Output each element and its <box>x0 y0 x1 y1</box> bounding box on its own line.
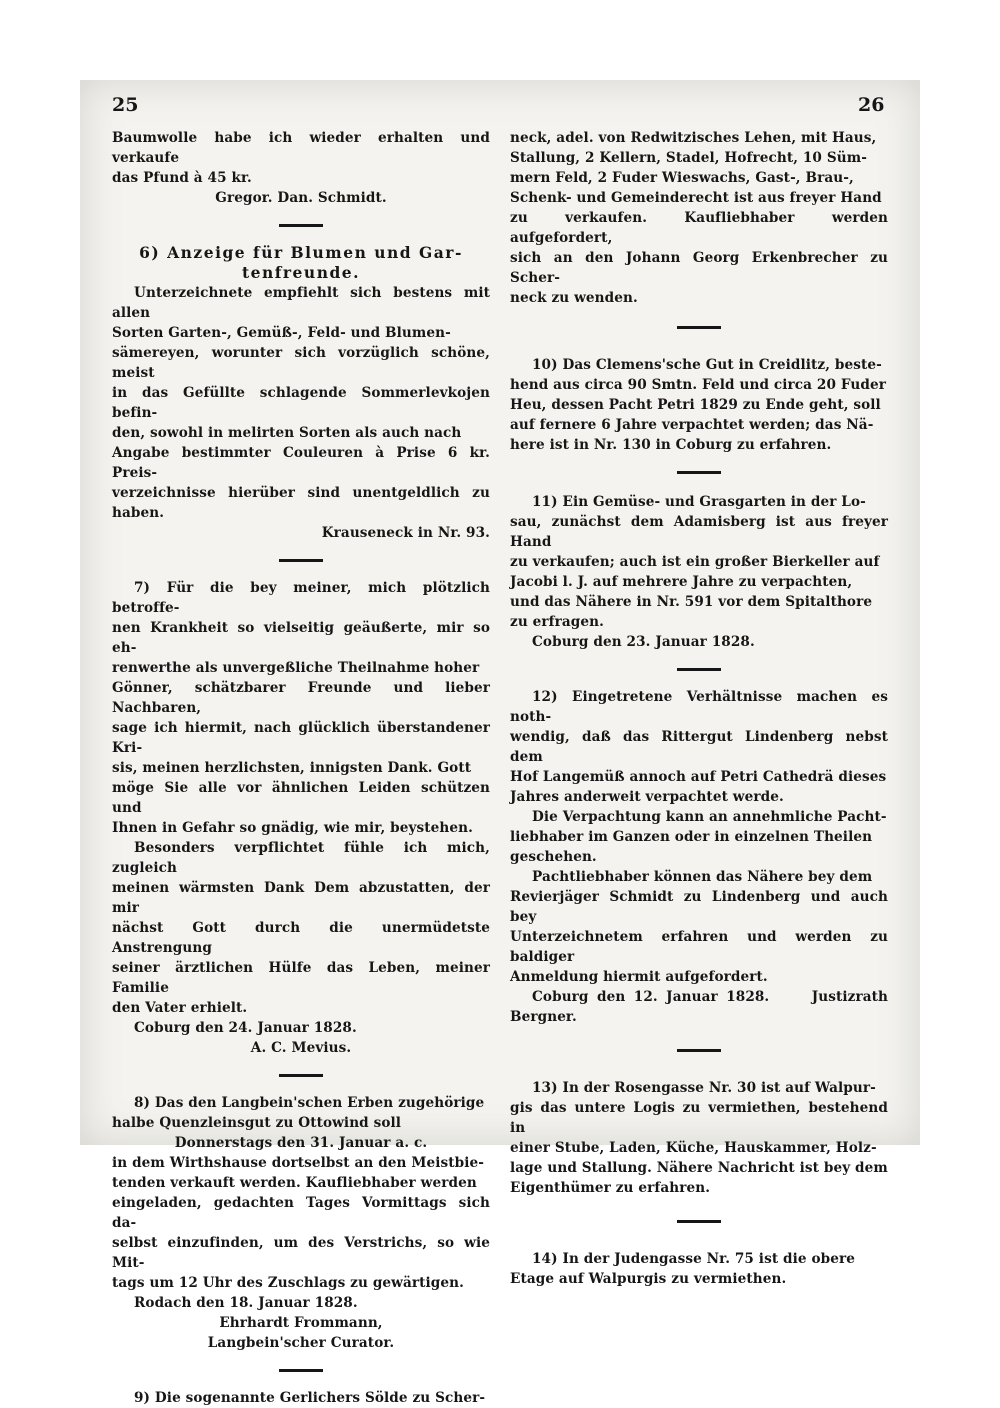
date-line: Coburg den 24. Januar 1828. <box>134 1020 357 1036</box>
text-line: mern Feld, 2 Fuder Wieswachs, Gast-, Brau-, <box>510 170 854 186</box>
signature: A. C. Mevius. <box>250 1040 352 1056</box>
text-line: here ist in Nr. 130 in Coburg zu erfahren. <box>510 437 832 453</box>
text-line: Anmeldung hiermit aufgefordert. <box>510 969 768 985</box>
text-line: Donnerstags den 31. Januar a. c. <box>174 1135 428 1151</box>
text-line: Ihnen in Gefahr so gnädig, wie mir, beystehen. <box>112 820 473 836</box>
notice-11 <box>510 492 888 652</box>
text-line: Pachtliebhaber können das Nähere bey dem <box>532 869 873 885</box>
text-line: Heu, dessen Pacht Petri 1829 zu Ende geht, soll <box>510 397 881 413</box>
text-line: und das Nähere in Nr. 591 vor dem Spitalthore <box>510 594 873 610</box>
text-line: 13) In der Rosengasse Nr. 30 ist auf Walpur- <box>532 1080 876 1096</box>
notice-heading: 6) Anzeige für Blumen und Gar- <box>139 243 463 262</box>
notice-12 <box>510 687 888 1027</box>
text-line: wendig, daß das Rittergut Lindenberg nebst dem <box>510 729 888 765</box>
text-line: eingeladen, gedachten Tages Vormittags sich da- <box>112 1195 490 1231</box>
text-line: neck, adel. von Redwitzisches Lehen, mit Haus, <box>510 130 877 146</box>
text-line: in dem Wirthshause dortselbst an den Meistbie- <box>112 1155 485 1171</box>
text-line: sämereyen, worunter sich vorzüglich schöne, meist <box>112 345 490 381</box>
text-line: Revierjäger Schmidt zu Lindenberg und auch bey <box>510 889 888 925</box>
notice-8 <box>112 1093 490 1353</box>
text-line: sich an den Johann Georg Erkenbrecher zu Scher- <box>510 250 888 286</box>
text-line: das Pfund à 45 kr. <box>112 170 252 186</box>
text-line: lage und Stallung. Nähere Nachricht ist bey dem <box>510 1160 888 1176</box>
right-column <box>510 128 888 1289</box>
signature: Ehrhardt Frommann, <box>219 1315 383 1331</box>
text-line: seiner ärztlichen Hülfe das Leben, meiner Familie <box>112 960 490 996</box>
text-line: 7) Für die bey meiner, mich plötzlich betroffe- <box>112 580 490 616</box>
text-line: meinen wärmsten Dank Dem abzustatten, der mir <box>112 880 490 916</box>
notice-9-start: 9) Die sogenannte Gerlichers Sölde zu Scher- <box>134 1390 486 1406</box>
text-line: liebhaber im Ganzen oder in einzelnen Theilen <box>510 829 873 845</box>
notice-9-continued <box>510 128 888 308</box>
separator <box>677 1220 721 1223</box>
text-line: Baumwolle habe ich wieder erhalten und verkaufe <box>112 130 490 166</box>
text-line: Unterzeichnetem erfahren und werden zu baldiger <box>510 929 888 965</box>
text-line: 14) In der Judengasse Nr. 75 ist die obere <box>532 1251 856 1267</box>
separator <box>677 471 721 474</box>
text-line: 12) Eingetretene Verhältnisse machen es noth- <box>510 689 888 725</box>
notice-heading: tenfreunde. <box>241 263 361 282</box>
text-line: Hof Langemüß annoch auf Petri Cathedrä dieses <box>510 769 887 785</box>
text-line: 8) Das den Langbein'schen Erben zugehörige <box>134 1095 485 1111</box>
text-line: hend aus circa 90 Smtn. Feld und circa 20 Fuder <box>510 377 886 393</box>
text-line: sis, meinen herzlichsten, innigsten Dank. Gott <box>112 760 472 776</box>
separator <box>677 1049 721 1052</box>
text-line: Jahres anderweit verpachtet werde. <box>510 789 784 805</box>
text-line: einer Stube, Laden, Küche, Hauskammer, Holz- <box>510 1140 877 1156</box>
text-line: den Vater erhielt. <box>112 1000 248 1016</box>
text-line: sage ich hiermit, nach glücklich überstandener Kri- <box>112 720 490 756</box>
notice-10 <box>510 355 888 455</box>
text-line: selbst einzufinden, um des Verstrichs, so wie Mit- <box>112 1235 490 1271</box>
page-number-left: 25 <box>112 94 139 116</box>
page-number-right: 26 <box>858 94 885 116</box>
text-line: zu erfragen. <box>510 614 604 630</box>
separator <box>279 1074 323 1077</box>
text-line: in das Gefüllte schlagende Sommerlevkojen befin- <box>112 385 490 421</box>
text-line: Unterzeichnete empfiehlt sich bestens mit allen <box>112 285 490 321</box>
text-line: möge Sie alle vor ähnlichen Leiden schützen und <box>112 780 490 816</box>
signature: Langbein'scher Curator. <box>207 1335 395 1351</box>
text-line: Die Verpachtung kann an annehmliche Pacht- <box>532 809 887 825</box>
cotton-notice <box>112 128 490 208</box>
text-line: verzeichnisse hierüber sind unentgeldlich zu haben. <box>112 485 490 521</box>
signature: Krauseneck in Nr. 93. <box>321 525 490 541</box>
text-line: Jacobi l. J. auf mehrere Jahre zu verpachten, <box>510 574 853 590</box>
separator <box>279 559 323 562</box>
notice-7 <box>112 578 490 1058</box>
text-line: nächst Gott durch die unermüdetste Anstrengung <box>112 920 490 956</box>
text-line: gis das untere Logis zu vermiethen, bestehend in <box>510 1100 888 1136</box>
text-line: halbe Quenzleinsgut zu Ottowind soll <box>112 1115 402 1131</box>
text-line: 10) Das Clemens'sche Gut in Creidlitz, beste- <box>532 357 882 373</box>
text-line: Stallung, 2 Kellern, Stadel, Hofrecht, 10 Süm- <box>510 150 867 166</box>
separator <box>279 1369 323 1372</box>
text-line: Eigenthümer zu erfahren. <box>510 1180 711 1196</box>
notice-13 <box>510 1078 888 1198</box>
date-line: Rodach den 18. Januar 1828. <box>134 1295 358 1311</box>
separator <box>677 668 721 671</box>
left-column <box>112 128 490 1408</box>
text-line: auf fernere 6 Jahre verpachtet werden; das Nä- <box>510 417 874 433</box>
text-line: Gönner, schätzbarer Freunde und lieber Nachbaren, <box>112 680 490 716</box>
text-line: tags um 12 Uhr des Zuschlags zu gewärtigen. <box>112 1275 464 1291</box>
text-line: nen Krankheit so vielseitig geäußerte, mir so eh- <box>112 620 490 656</box>
date-line: Coburg den 23. Januar 1828. <box>532 634 755 650</box>
text-line: Etage auf Walpurgis zu vermiethen. <box>510 1271 787 1287</box>
text-line: neck zu wenden. <box>510 290 638 306</box>
separator <box>279 224 323 227</box>
text-line: den, sowohl in melirten Sorten als auch nach <box>112 425 462 441</box>
text-line: Sorten Garten-, Gemüß-, Feld- und Blumen- <box>112 325 451 341</box>
signature: Gregor. Dan. Schmidt. <box>215 190 387 206</box>
text-line: geschehen. <box>510 849 597 865</box>
text-line: sau, zunächst dem Adamisberg ist aus freyer Hand <box>510 514 888 550</box>
text-line: Angabe bestimmter Couleuren à Prise 6 kr. Preis- <box>112 445 490 481</box>
text-line: Besonders verpflichtet fühle ich mich, zugleich <box>112 840 490 876</box>
separator <box>677 326 721 329</box>
text-line: zu verkaufen; auch ist ein großer Bierkeller auf <box>510 554 880 570</box>
text-line: 11) Ein Gemüse- und Grasgarten in der Lo- <box>532 494 866 510</box>
text-line: tenden verkauft werden. Kaufliebhaber werden <box>112 1175 477 1191</box>
text-line: Schenk- und Gemeinderecht ist aus freyer Hand <box>510 190 882 206</box>
text-line: renwerthe als unvergeßliche Theilnahme hoher <box>112 660 480 676</box>
text-line: zu verkaufen. Kaufliebhaber werden aufgefordert, <box>510 210 888 246</box>
date-text: Coburg den 12. Januar 1828. <box>532 989 770 1005</box>
notice-14 <box>510 1249 888 1289</box>
date-line <box>510 987 888 1027</box>
signature: Justizrath Bergner. <box>510 989 888 1025</box>
notice-6 <box>112 243 490 543</box>
